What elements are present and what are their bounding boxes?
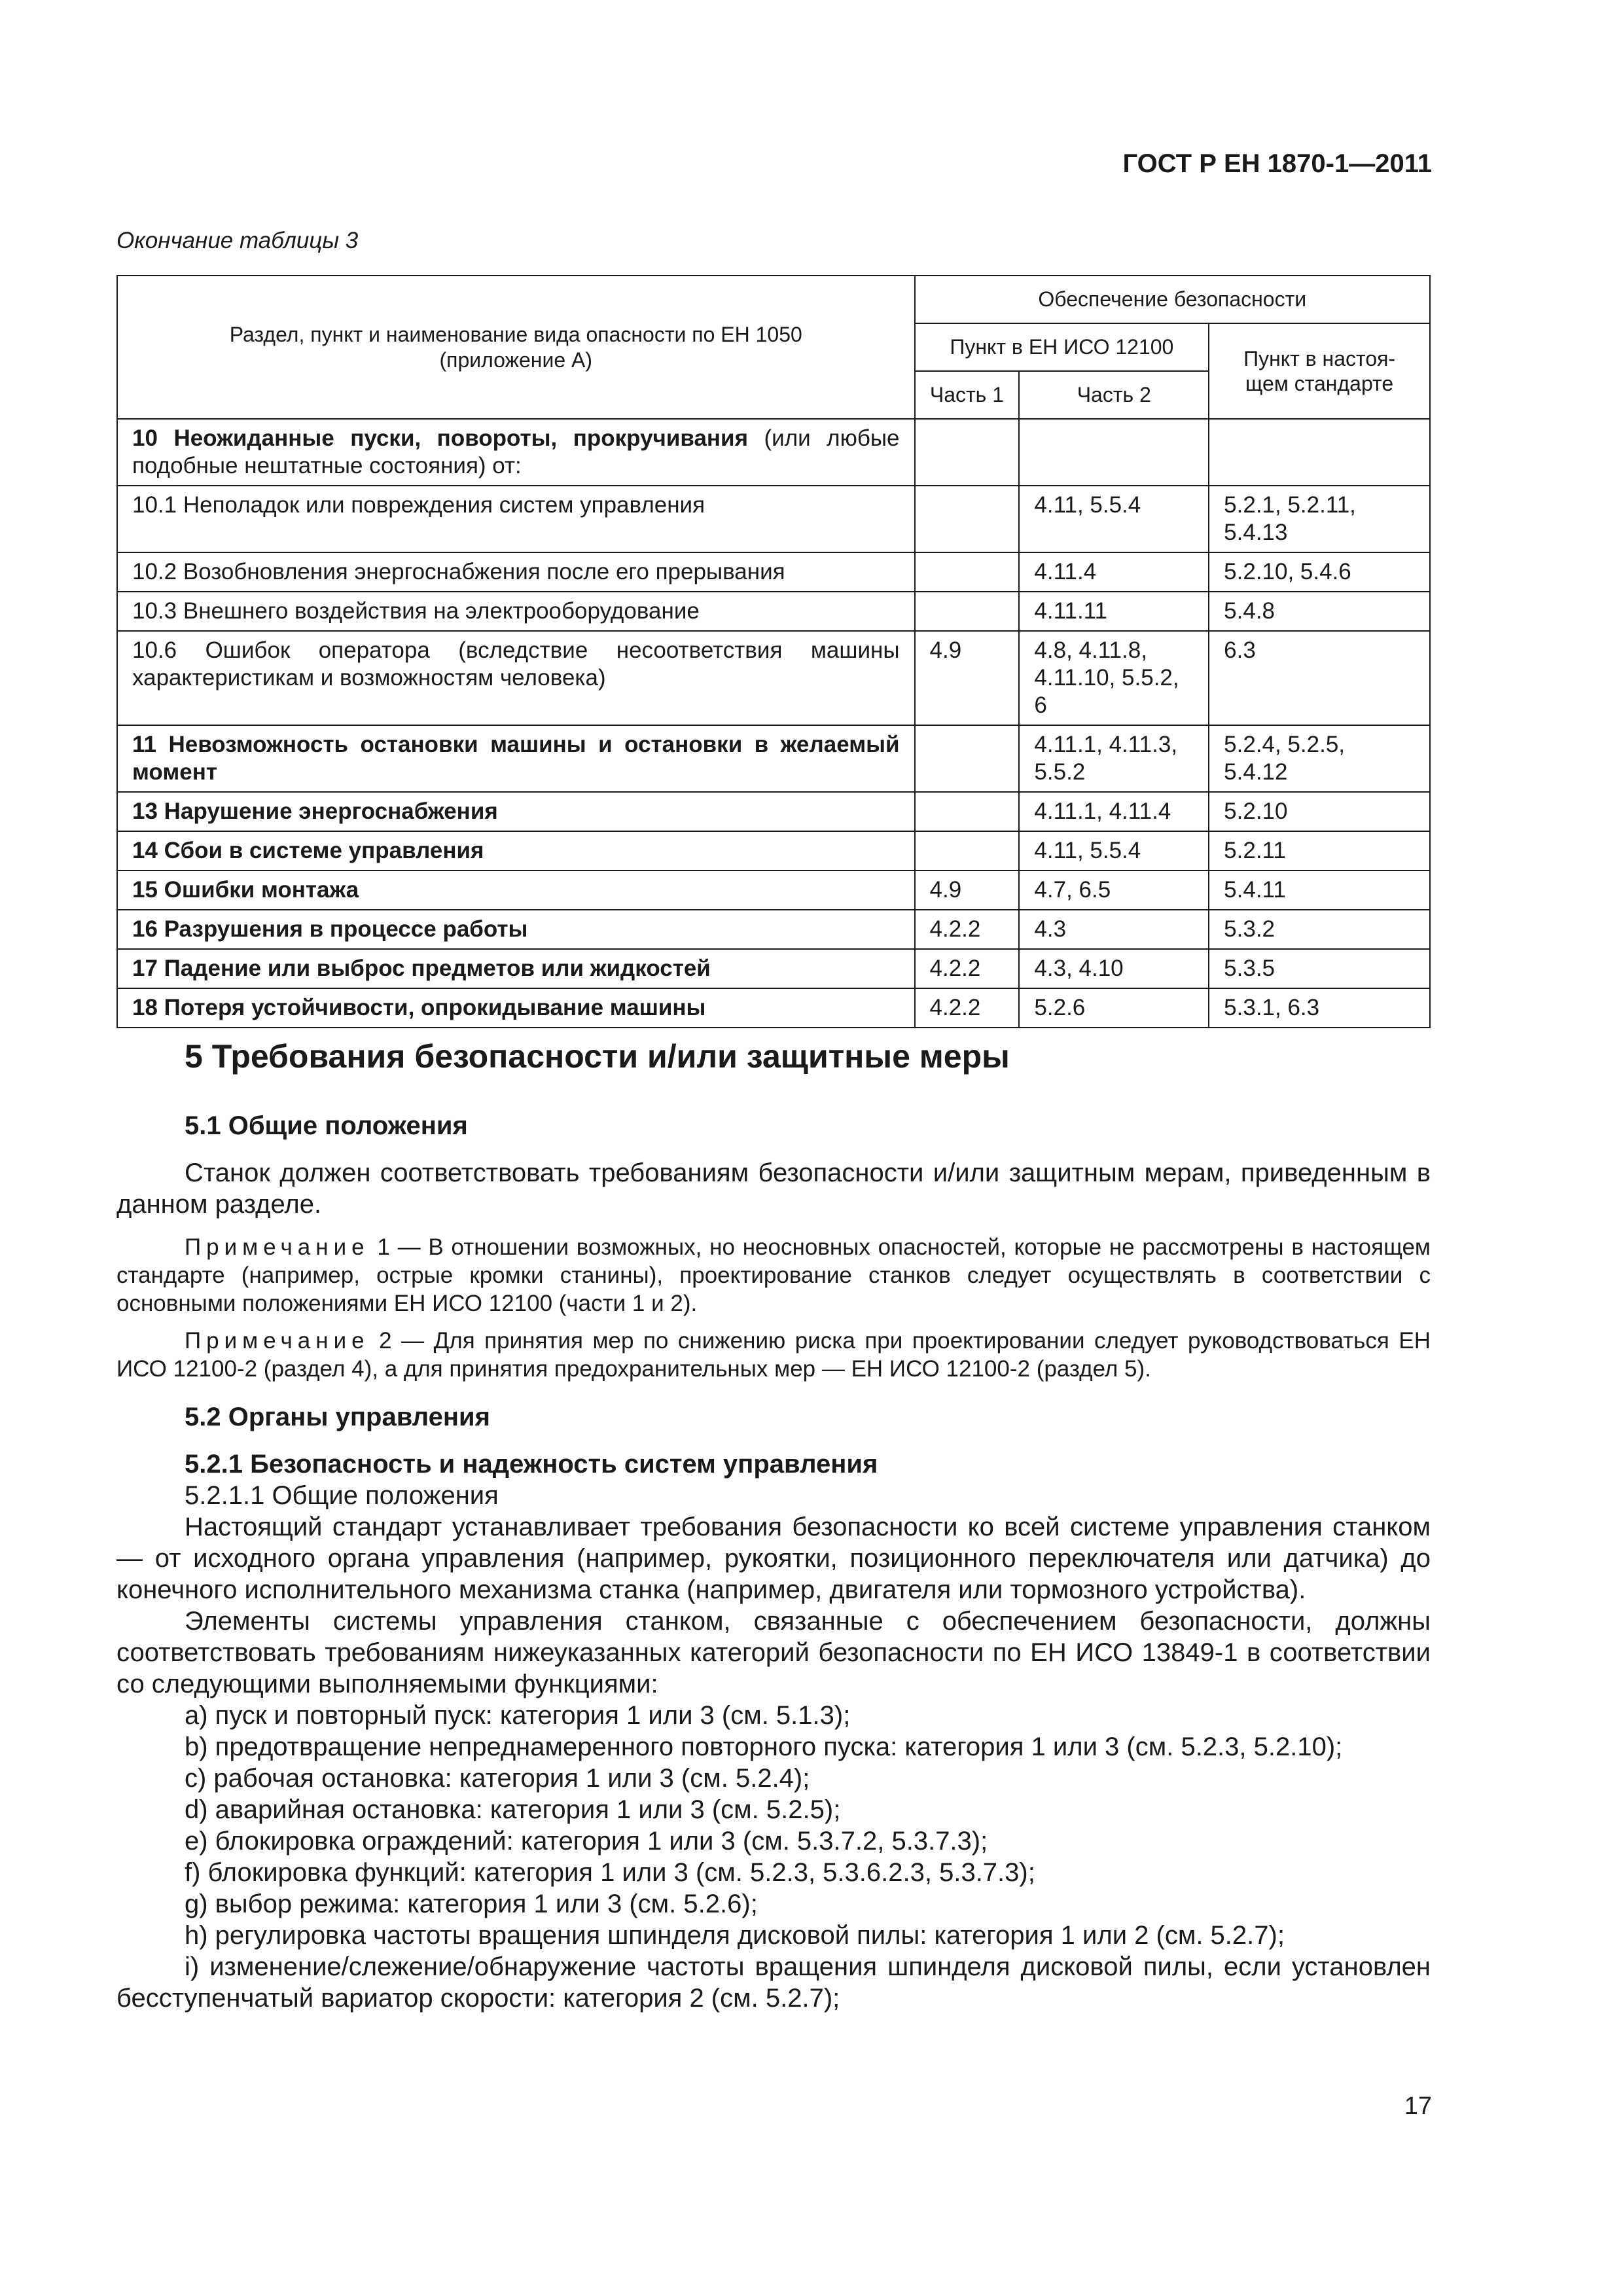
iso-part1-cell — [915, 552, 1020, 592]
iso-part2-cell — [1019, 419, 1209, 486]
hazard-table — [116, 275, 1431, 1028]
header-iso: Пункт в ЕН ИСО 12100 — [915, 323, 1209, 371]
function-list — [116, 1700, 1431, 2014]
iso-part1-cell — [915, 792, 1020, 831]
table-row — [117, 910, 1430, 949]
hazard-cell — [117, 486, 915, 552]
table-row — [117, 949, 1430, 988]
hazard-text: 10.6 Ошибок оператора (вследствие несоответствия машины характеристикам и возможностям человека) — [132, 637, 900, 691]
table-row — [117, 419, 1430, 486]
iso-part2-cell: 4.3 — [1019, 910, 1209, 949]
hazard-cell — [117, 419, 915, 486]
iso-part1-cell: 4.2.2 — [915, 910, 1020, 949]
section-body — [116, 1110, 1431, 2014]
hazard-cell — [117, 870, 915, 910]
table-row — [117, 552, 1430, 592]
iso-part2-cell: 4.11.1, 4.11.3, 5.5.2 — [1019, 725, 1209, 792]
iso-part1-cell — [915, 831, 1020, 870]
subsection-5-2-title: 5.2 Органы управления — [185, 1403, 490, 1431]
iso-part2-cell: 4.11, 5.5.4 — [1019, 486, 1209, 552]
standard-clause-cell: 5.2.11 — [1209, 831, 1430, 870]
list-item: b) предотвращение непреднамеренного повторного пуска: категория 1 или 3 (см. 5.2.3, 5.2.10); — [185, 1732, 1343, 1761]
paragraph-2: Элементы системы управления станком, связанные с обеспечением безопасности, должны соответствовать требованиям нижеуказанных категорий безопасности по ЕН ИСО 13849-1 в соответствии со следующими выполняемыми функциями: — [116, 1607, 1431, 1698]
note-1-label: Примечание — [185, 1234, 370, 1260]
hazard-number: 15 — [132, 877, 158, 903]
standard-clause-cell: 5.2.1, 5.2.11, 5.4.13 — [1209, 486, 1430, 552]
hazard-number: 18 — [132, 995, 158, 1020]
hazard-text: 10.1 Неполадок или повреждения систем управления — [132, 492, 705, 518]
table-row — [117, 486, 1430, 552]
iso-part1-cell: 4.2.2 — [915, 949, 1020, 988]
header-part1: Часть 1 — [915, 371, 1020, 419]
iso-part2-cell: 4.8, 4.11.8, 4.11.10, 5.5.2, 6 — [1019, 631, 1209, 725]
standard-clause-cell: 6.3 — [1209, 631, 1430, 725]
hazard-number: 16 — [132, 916, 158, 942]
table-row — [117, 725, 1430, 792]
section-title: 5 Требования безопасности и/или защитные меры — [185, 1038, 1010, 1075]
list-item: d) аварийная остановка: категория 1 или 3 (см. 5.2.5); — [185, 1795, 841, 1824]
iso-part2-cell: 4.3, 4.10 — [1019, 949, 1209, 988]
hazard-cell — [117, 831, 915, 870]
hazard-cell — [117, 631, 915, 725]
header-hazard: Раздел, пункт и наименование вида опасности по ЕН 1050 (приложение А) — [117, 276, 915, 419]
hazard-text: 10.2 Возобновления энергоснабжения после его прерывания — [132, 559, 785, 584]
iso-part1-cell — [915, 592, 1020, 631]
hazard-title: Сбои в системе управления — [164, 838, 484, 863]
iso-part2-cell: 5.2.6 — [1019, 988, 1209, 1028]
hazard-cell — [117, 552, 915, 592]
note-1 — [116, 1233, 1431, 1318]
subsection-5-2-1-1-title: 5.2.1.1 Общие положения — [185, 1481, 499, 1510]
header-safety: Обеспечение безопасности — [915, 276, 1431, 323]
standard-clause-cell: 5.3.5 — [1209, 949, 1430, 988]
standard-clause-cell: 5.3.1, 6.3 — [1209, 988, 1430, 1028]
hazard-text: (или любые подобные нештатные состояния) от: — [132, 425, 900, 478]
iso-part1-cell: 4.2.2 — [915, 988, 1020, 1028]
note-2-text: 2 — Для принятия мер по снижению риска при проектировании следует руководствоваться ЕН ИСО 12100-2 (раздел 4), а для принятия предохранительных мер — ЕН ИСО 12100-2 (раздел 5). — [116, 1328, 1431, 1382]
hazard-number: 14 — [132, 838, 158, 863]
table-caption: Окончание таблицы 3 — [116, 228, 359, 253]
iso-part2-cell: 4.7, 6.5 — [1019, 870, 1209, 910]
table-row — [117, 831, 1430, 870]
iso-part2-cell: 4.11, 5.5.4 — [1019, 831, 1209, 870]
table-row — [117, 792, 1430, 831]
iso-part2-cell: 4.11.4 — [1019, 552, 1209, 592]
standard-clause-cell: 5.4.8 — [1209, 592, 1430, 631]
iso-part1-cell: 4.9 — [915, 870, 1020, 910]
list-item: h) регулировка частоты вращения шпинделя дисковой пилы: категория 1 или 2 (см. 5.2.7); — [185, 1921, 1285, 1950]
list-item: i) изменение/слежение/обнаружение частоты вращения шпинделя дисковой пилы, если установлен бесступенчатый вариатор скорости: категория 2 (см. 5.2.7); — [116, 1952, 1431, 2013]
standard-clause-cell: 5.2.10 — [1209, 792, 1430, 831]
document-header: ГОСТ Р ЕН 1870-1—2011 — [1122, 149, 1432, 178]
hazard-number: 10 — [132, 425, 158, 451]
hazard-number: 13 — [132, 798, 158, 824]
standard-clause-cell: 5.2.4, 5.2.5, 5.4.12 — [1209, 725, 1430, 792]
hazard-cell — [117, 949, 915, 988]
hazard-title: Ошибки монтажа — [164, 877, 359, 903]
iso-part2-cell: 4.11.1, 4.11.4 — [1019, 792, 1209, 831]
standard-clause-cell: 5.2.10, 5.4.6 — [1209, 552, 1430, 592]
subsection-5-2-1-title: 5.2.1 Безопасность и надежность систем управления — [185, 1450, 878, 1479]
table-row — [117, 870, 1430, 910]
subsection-5-1-text: Станок должен соответствовать требованиям безопасности и/или защитным мерам, приведенным в данном разделе. — [116, 1158, 1431, 1219]
table-row — [117, 592, 1430, 631]
hazard-cell — [117, 592, 915, 631]
hazard-title: Нарушение энергоснабжения — [164, 798, 498, 824]
header-part2: Часть 2 — [1019, 371, 1209, 419]
hazard-title: Потеря устойчивости, опрокидывание машины — [164, 995, 706, 1020]
iso-part1-cell — [915, 419, 1020, 486]
note-1-text: 1 — В отношении возможных, но неосновных опасностей, которые не рассмотрены в настоящем стандарте (например, острые кромки станины), проектирование станков следует осуществлять в соответствии с основными положениями ЕН ИСО 12100 (части 1 и 2). — [116, 1234, 1431, 1316]
list-item: f) блокировка функций: категория 1 или 3 (см. 5.2.3, 5.3.6.2.3, 5.3.7.3); — [185, 1858, 1035, 1887]
hazard-title: Неожиданные пуски, повороты, прокручивания — [173, 425, 748, 451]
list-item: c) рабочая остановка: категория 1 или 3 (см. 5.2.4); — [185, 1764, 810, 1793]
header-this-standard: Пункт в настоя-щем стандарте — [1209, 323, 1430, 419]
standard-clause-cell — [1209, 419, 1430, 486]
iso-part1-cell — [915, 725, 1020, 792]
iso-part1-cell: 4.9 — [915, 631, 1020, 725]
hazard-title: Разрушения в процессе работы — [164, 916, 528, 942]
paragraph-1: Настоящий стандарт устанавливает требования безопасности ко всей системе управления станком — от исходного органа управления (например, рукоятки, позиционного переключателя или датчика) до конечного исполнительного механизма станка (например, двигателя или тормозного устройства). — [116, 1513, 1431, 1604]
note-2-label: Примечание — [185, 1328, 370, 1354]
hazard-title: Невозможность остановки машины и остановки в желаемый момент — [132, 732, 900, 785]
table-row — [117, 631, 1430, 725]
subsection-5-1-title: 5.1 Общие положения — [185, 1111, 468, 1140]
hazard-text: 10.3 Внешнего воздействия на электрооборудование — [132, 598, 700, 624]
hazard-cell — [117, 792, 915, 831]
iso-part2-cell: 4.11.11 — [1019, 592, 1209, 631]
standard-clause-cell: 5.3.2 — [1209, 910, 1430, 949]
table-row — [117, 988, 1430, 1028]
note-2 — [116, 1327, 1431, 1383]
list-item: e) блокировка ограждений: категория 1 или 3 (см. 5.3.7.2, 5.3.7.3); — [185, 1827, 988, 1856]
hazard-number: 17 — [132, 956, 158, 981]
iso-part1-cell — [915, 486, 1020, 552]
list-item: g) выбор режима: категория 1 или 3 (см. 5.2.6); — [185, 1890, 758, 1918]
page-number: 17 — [1404, 2092, 1432, 2120]
hazard-number: 11 — [132, 732, 156, 757]
hazard-cell — [117, 910, 915, 949]
list-item: a) пуск и повторный пуск: категория 1 или 3 (см. 5.1.3); — [185, 1701, 851, 1730]
hazard-title: Падение или выброс предметов или жидкостей — [164, 956, 711, 981]
standard-clause-cell: 5.4.11 — [1209, 870, 1430, 910]
hazard-cell — [117, 725, 915, 792]
hazard-cell — [117, 988, 915, 1028]
